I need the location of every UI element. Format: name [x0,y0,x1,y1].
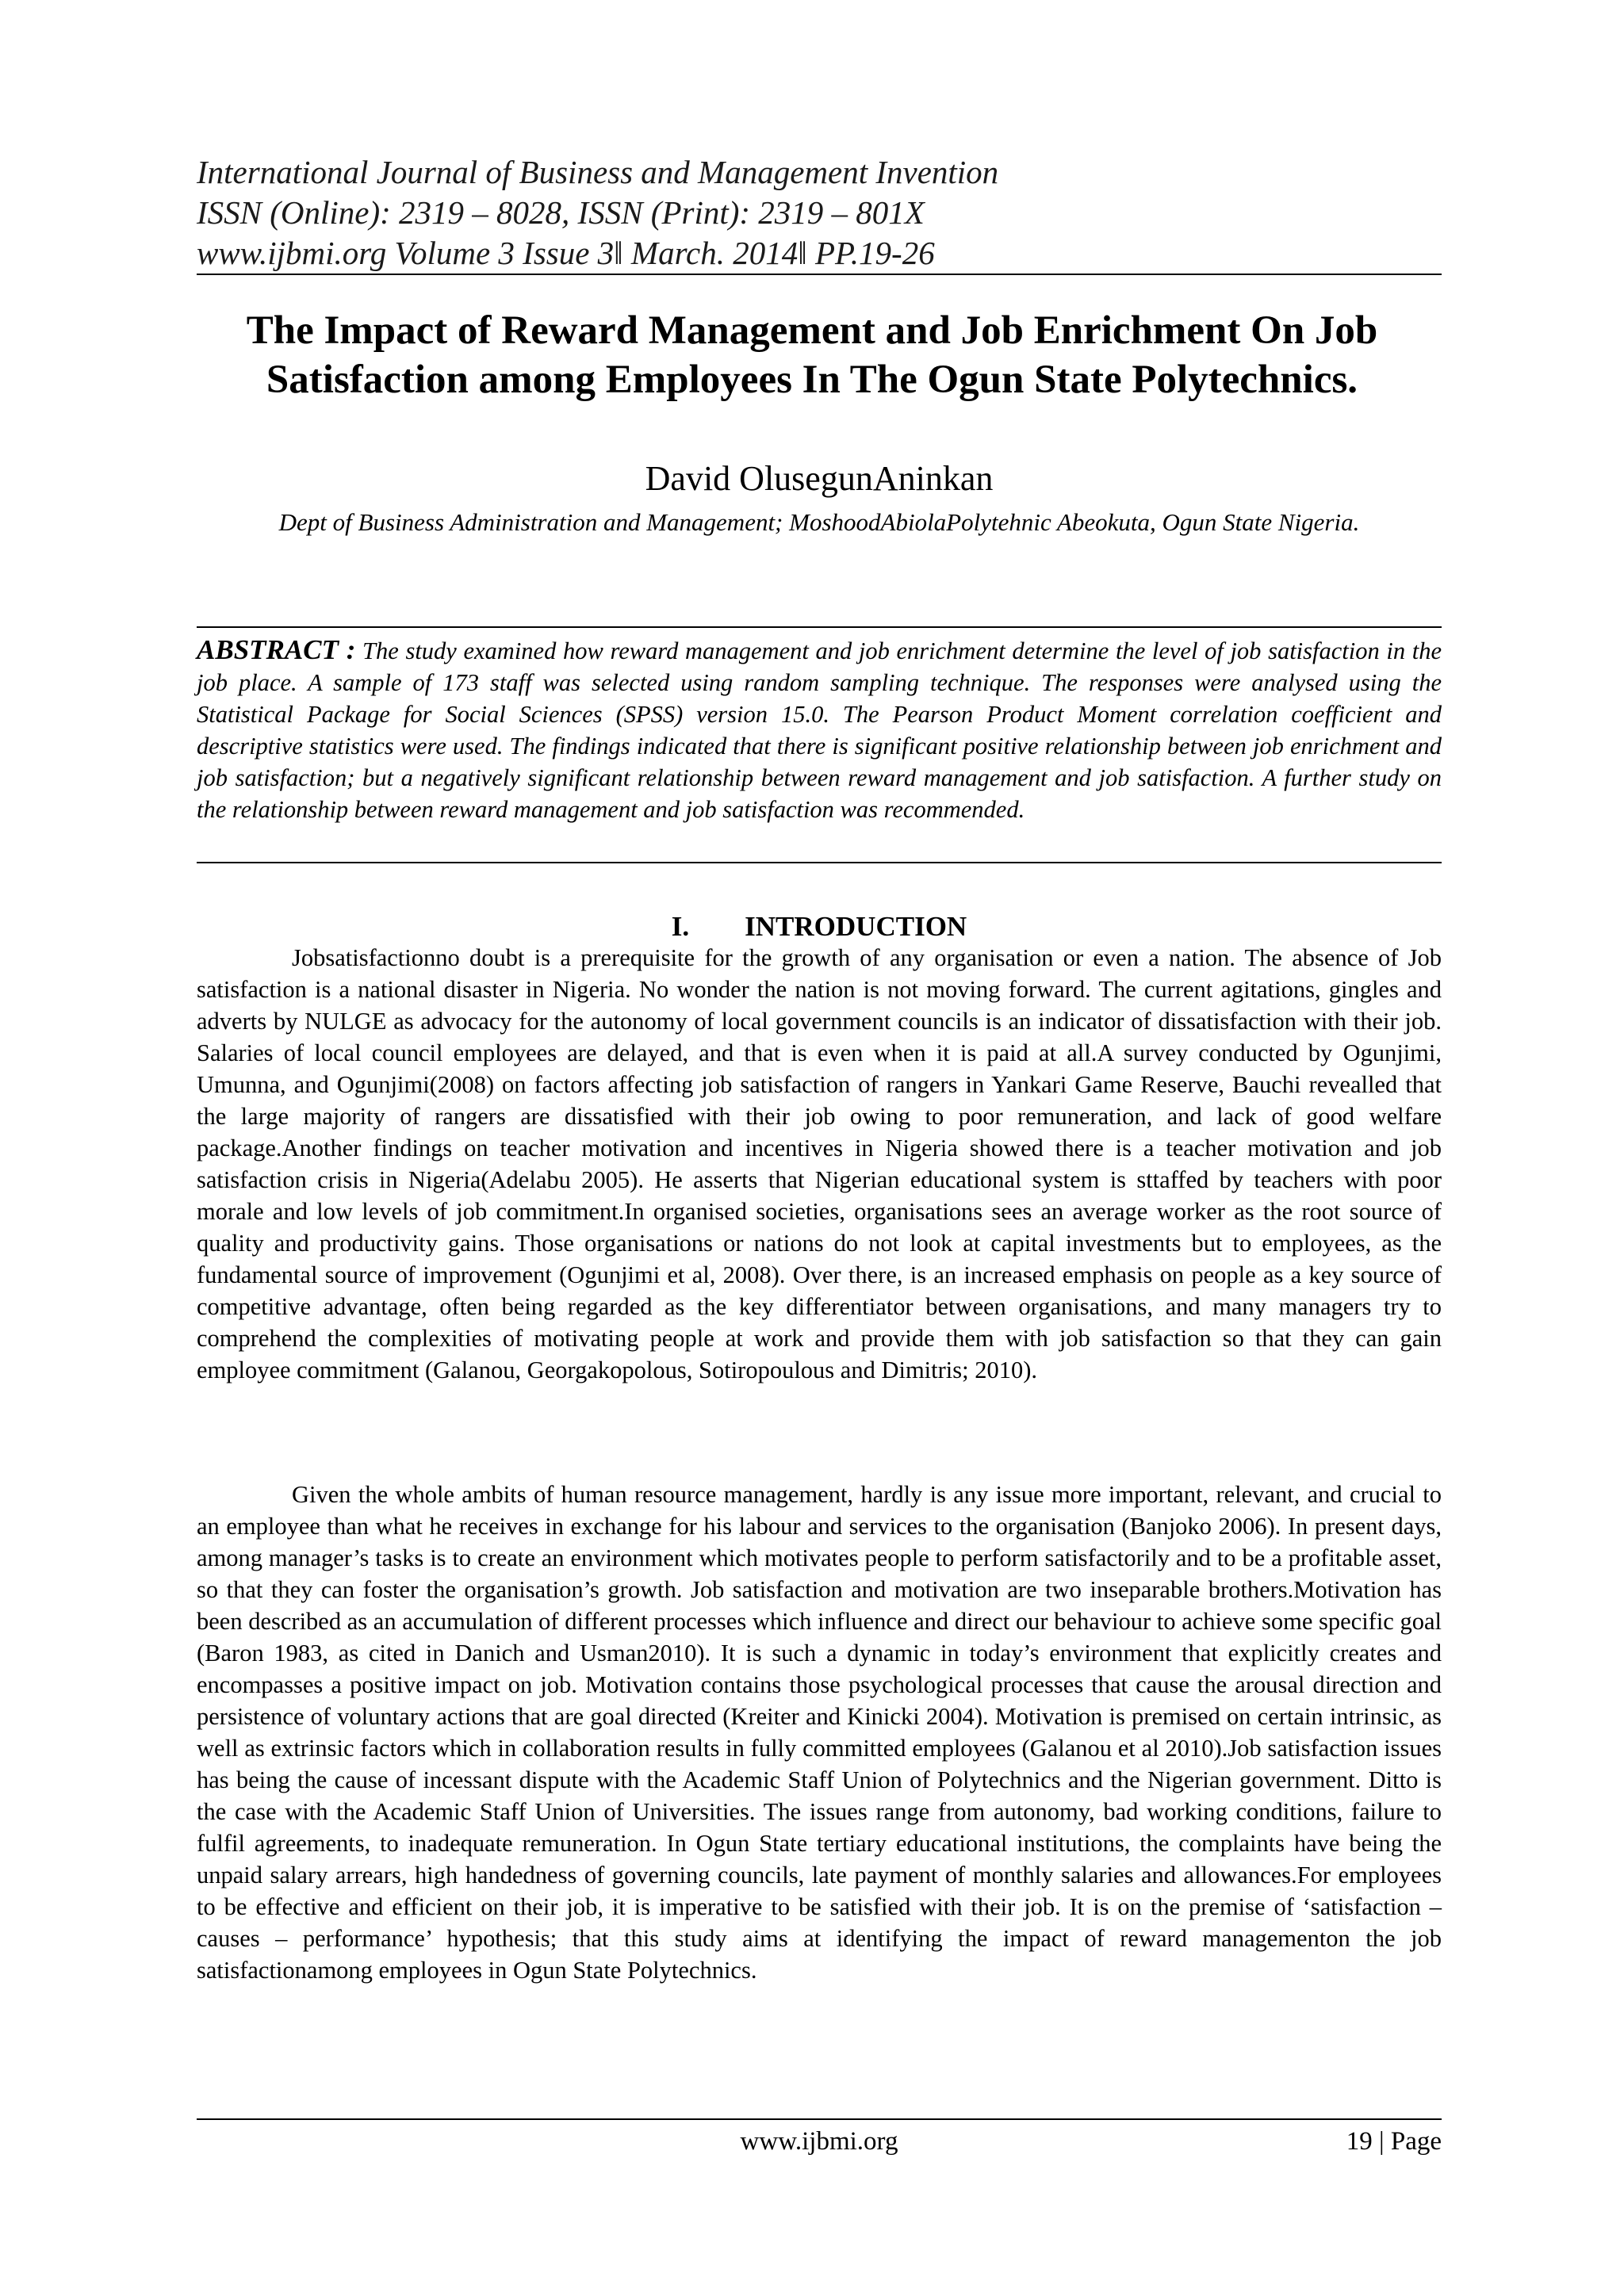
paragraph-text: Given the whole ambits of human resource management, hardly is any issue more important, relevant, and crucial to an employee than what he receives in exchange for his labour and services to the organisation (Banjoko 2006). In present days, among manager’s tasks is to create an environment which motivates people to perform satisfactorily and to be a profitable asset, so that they can foster the organisation’s growth. Job satisfaction and motivation are two inseparable brothers.Motivation has been described as an accumulation of different processes which influence and direct our behaviour to achieve some specific goal (Baron 1983, as cited in Danich and Usman2010). It is such a dynamic in today’s environment that explicitly creates and encompasses a positive impact on job. Motivation contains those psychological processes that cause the arousal direction and persistence of voluntary actions that are goal directed (Kreiter and Kinicki 2004). Motivation is premised on certain intrinsic, as well as extrinsic factors which in collaboration results in fully committed employees (Galanou et al 2010).Job satisfaction issues has being the cause of incessant dispute with the Academic Staff Union of Polytechnics and the Nigerian government. Ditto is the case with the Academic Staff Union of Universities. The issues range from autonomy, bad working conditions, failure to fulfil agreements, to inadequate remuneration. In Ogun State tertiary educational institutions, the complaints have being the unpaid salary arrears, high handedness of governing councils, late payment of monthly salaries and allowances.For employees to be effective and efficient on their job, it is imperative to be satisfied with their job. It is on the premise of ‘satisfaction – causes – performance’ hypothesis; that this study aims at identifying the impact of reward managementon the job satisfactionamong employees in Ogun State Polytechnics. [197,1481,1442,1984]
author-name: David OlusegunAninkan [645,459,994,498]
abstract [197,634,1442,825]
journal-name: International Journal of Business and Management Invention [197,154,999,190]
footer-page-number: 19 | Page [1346,2127,1442,2156]
intro-paragraph-1 [197,942,1442,1386]
abstract-top-divider [197,626,1442,628]
abstract-bottom-divider [197,862,1442,863]
intro-paragraph-2 [197,1479,1442,1986]
section-heading-introduction [197,910,1442,943]
journal-issn: ISSN (Online): 2319 – 8028, ISSN (Print): 2319 – 801X [197,194,925,231]
header-divider [197,274,1442,275]
paragraph-text: Jobsatisfactionno doubt is a prerequisite for the growth of any organisation or even a nation. The absence of Job satisfaction is a national disaster in Nigeria. No wonder the nation is not moving forward. The current agitations, gingles and adverts by NULGE as advocacy for the autonomy of local government councils is an indicator of dissatisfaction with their job. Salaries of local council employees are delayed, and that is even when it is paid at all.A survey conducted by Ogunjimi, Umunna, and Ogunjimi(2008) on factors affecting job satisfaction of rangers in Yankari Game Reserve, Bauchi revealled that the large majority of rangers are dissatisfied with their job owing to poor remuneration, and lack of good welfare package.Another findings on teacher motivation and incentives in Nigeria showed there is a teacher motivation and job satisfaction crisis in Nigeria(Adelabu 2005). He asserts that Nigerian educational system is sttaffed by teachers with poor morale and low levels of job commitment.In organised societies, organisations sees an average worker as the root source of quality and productivity gains. Those organisations or nations do not look at capital investments but to employees, as the fundamental source of improvement (Ogunjimi et al, 2008). Over there, is an increased emphasis on people as a key source of competitive advantage, often being regarded as the key differentiator between organisations, and many managers try to comprehend the complexities of motivating people at work and provide them with job satisfaction so that they can gain employee commitment (Galanou, Georgakopolous, Sotiropoulous and Dimitris; 2010). [197,944,1442,1383]
footer-website: www.ijbmi.org [740,2127,898,2156]
abstract-label: ABSTRACT : [197,634,356,665]
section-number: I. [671,911,690,942]
abstract-text: The study examined how reward management and job enrichment determine the level of job satisfaction in the job place. A sample of 173 staff was selected using random sampling technique. The responses were analysed using the Statistical Package for Social Sciences (SPSS) version 15.0. The Pearson Product Moment correlation coefficient and descriptive statistics were used. The findings indicated that there is significant positive relationship between job enrichment and job satisfaction; but a negatively significant relationship between reward management and job satisfaction. A further study on the relationship between reward management and job satisfaction was recommended. [197,637,1442,823]
journal-header [197,152,1442,274]
footer-divider [197,2118,1442,2120]
section-title: INTRODUCTION [745,911,967,942]
journal-volume: www.ijbmi.org Volume 3 Issue 3ǁ March. 2014ǁ PP.19-26 [197,235,935,271]
paper-title: The Impact of Reward Management and Job Enrichment On Job Satisfaction among Employees In The Ogun State Polytechnics. [246,308,1378,402]
author-affiliation: Dept of Business Administration and Management; MoshoodAbiolaPolytehnic Abeokuta, Ogun State Nigeria. [278,508,1360,536]
